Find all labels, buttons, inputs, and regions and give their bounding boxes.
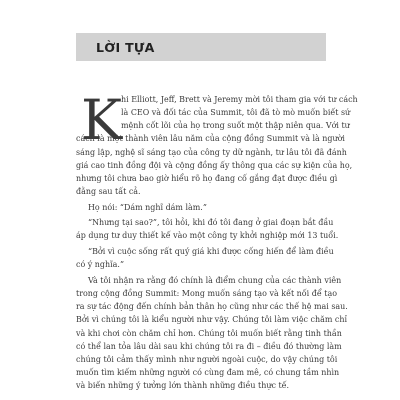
text-line: Họ nói: “Dám nghĩ dám làm.” <box>88 202 207 212</box>
text-line: và biến những ý tưởng lớn thành những điều thực tế. <box>76 381 290 390</box>
text-line: Và tôi nhận ra rằng đó chính là điểm chung của các thành viên <box>88 276 342 285</box>
text-line: “Nhưng tại sao?”, tôi hỏi, khi đó tôi đang ở giai đoạn bắt đầu <box>88 218 334 228</box>
text-line: nhưng tôi chưa bao giờ hiểu rõ họ đang cố gắng đạt được điều gì <box>76 173 338 183</box>
text-line: ra sự tác động đến chính bản thân họ cũng như các thế hệ mai sau. <box>76 302 348 312</box>
text-line: giá cao tinh đồng đội và cộng đồng ấy thông qua các sự kiện của họ, <box>76 160 353 170</box>
drop-cap: K <box>81 88 123 152</box>
text-line: là CEO và đối tác của Summit, tôi đã tò mò muốn biết sứ <box>121 108 351 118</box>
text-line: sáng lập, nghệ sĩ sáng tạo của công ty dữ ngành, tư lâu tôi đã đánh <box>76 147 347 157</box>
page-title: LỜI TỰA <box>96 39 155 55</box>
text-line: Bởi vì chúng tôi là kiểu người như vậy. Chúng tôi làm việc chăm chỉ <box>76 315 348 325</box>
text-line: có ý nghĩa.” <box>76 260 125 270</box>
text-line: áp dụng tư duy thiết kế vào một công ty khởi nghiệp mới 13 tuổi. <box>76 231 339 241</box>
text-line: chúng tôi cảm thấy mình như người ngoài cuộc, do vậy chúng tôi <box>76 354 338 364</box>
text-line: muốn tìm kiếm những người có cùng đam mê, có chung tầm nhìn <box>76 367 340 377</box>
text-line: trong cộng đồng Summit: Mong muốn sáng tạo và kết nối để tạo <box>76 289 337 299</box>
text-line: có thể lan tỏa lâu dài sau khi chúng tôi ra đi – điều đó thường làm <box>76 341 342 351</box>
text-line: mệnh cốt lõi của họ trong suốt một thập niên qua. Với tư <box>121 121 350 131</box>
text-line: và khi chơi còn chăm chỉ hơn. Chúng tôi muốn biết rằng tinh thần <box>76 328 342 338</box>
text-line: cách là một thành viên lâu năm của cộng đồng Summit và là người <box>76 134 345 144</box>
text-line: đằng sau tất cả. <box>76 186 141 196</box>
text-line: hi Elliott, Jeff, Brett và Jeremy mời tôi tham gia với tư cách <box>121 95 358 104</box>
text-line: “Bởi vì cuộc sống rất quý giá khi được cống hiến để làm điều <box>88 247 334 257</box>
heading-bar <box>76 33 326 61</box>
